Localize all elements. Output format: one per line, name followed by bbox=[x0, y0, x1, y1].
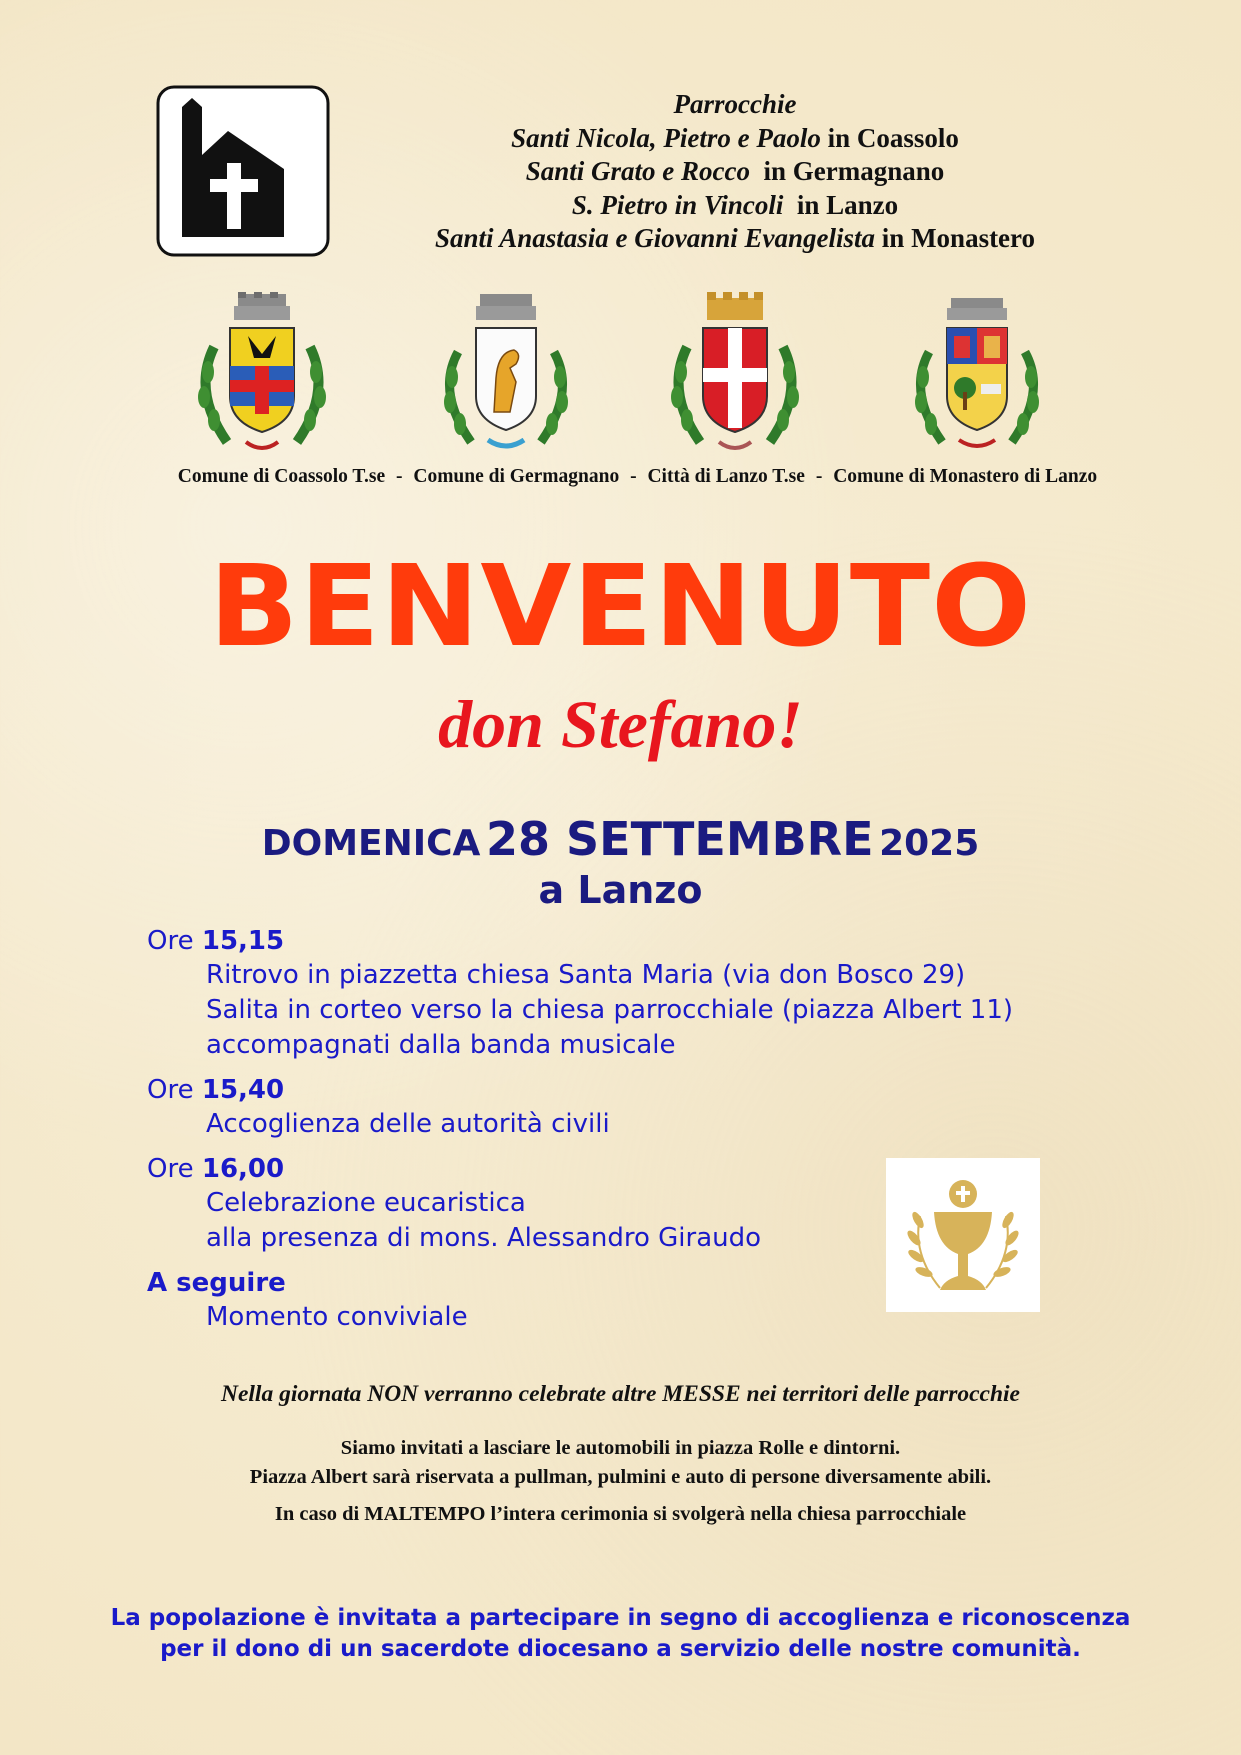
closing-invitation bbox=[0, 1603, 1241, 1665]
schedule-item bbox=[147, 1073, 1047, 1142]
welcome-title: BENVENUTO bbox=[208, 542, 1033, 672]
schedule-item bbox=[147, 924, 1047, 1063]
parish-germagnano: Santi Grato e Rocco in Germagnano bbox=[525, 156, 945, 186]
parishes-header bbox=[380, 88, 1090, 256]
parish-monastero: Santi Anastasia e Giovanni Evangelista in Monastero bbox=[434, 223, 1036, 253]
coat-of-arms-monastero-icon bbox=[907, 292, 1047, 460]
schedule-line: Momento conviviale bbox=[206, 1302, 468, 1332]
schedule-following-label: A seguire bbox=[147, 1268, 286, 1298]
municipality-separator: - bbox=[630, 466, 637, 487]
municipality-separator: - bbox=[395, 466, 403, 487]
municipality-monastero: Comune di Monastero di Lanzo bbox=[833, 466, 1098, 487]
schedule-time: Ore 15,15 bbox=[147, 926, 285, 956]
coat-of-arms-lanzo-icon bbox=[665, 292, 805, 460]
church-logo-icon bbox=[156, 85, 330, 257]
schedule-line: alla presenza di mons. Alessandro Giraudo bbox=[206, 1223, 762, 1253]
coat-of-arms-coassolo-icon bbox=[192, 292, 332, 460]
schedule-line: Ritrovo in piazzetta chiesa Santa Maria (via don Bosco 29) bbox=[206, 960, 966, 990]
schedule-time: Ore 15,40 bbox=[147, 1075, 285, 1105]
municipalities-line bbox=[60, 466, 1215, 488]
closing-line: La popolazione è invitata a partecipare in segno di accoglienza e riconoscenza bbox=[110, 1605, 1131, 1631]
parishes-title: Parrocchie bbox=[673, 89, 797, 119]
welcome-subtitle: don Stefano! bbox=[438, 686, 803, 762]
schedule-line: Accoglienza delle autorità civili bbox=[206, 1109, 610, 1139]
parish-coassolo: Santi Nicola, Pietro e Paolo in Coassolo bbox=[511, 122, 959, 153]
municipality-separator: - bbox=[815, 466, 823, 487]
event-place: a Lanzo bbox=[538, 868, 703, 912]
parish-lanzo: S. Pietro in Vincoli in Lanzo bbox=[571, 189, 899, 220]
weather-notice: In caso di MALTEMPO l’intera cerimonia si svolgerà nella chiesa parrocchiale bbox=[274, 1503, 967, 1525]
schedule-line: accompagnati dalla banda musicale bbox=[206, 1030, 676, 1060]
chalice-icon bbox=[886, 1158, 1040, 1312]
schedule-line: Celebrazione eucaristica bbox=[206, 1188, 526, 1218]
municipality-lanzo: Città di Lanzo T.se bbox=[647, 466, 805, 487]
municipality-germagnano: Comune di Germagnano bbox=[413, 466, 620, 487]
event-weekday: DOMENICA bbox=[261, 823, 481, 864]
parking-notice bbox=[0, 1434, 1241, 1492]
schedule-line: Salita in corteo verso la chiesa parrocchiale (piazza Albert 11) bbox=[206, 995, 1014, 1025]
event-date bbox=[0, 812, 1241, 866]
municipality-coassolo: Comune di Coassolo T.se bbox=[177, 466, 386, 487]
event-year: 2025 bbox=[879, 823, 980, 864]
event-day-month: 28 SETTEMBRE bbox=[486, 812, 874, 866]
coat-of-arms-germagnano-icon bbox=[436, 292, 576, 460]
parking-line: Piazza Albert sarà riservata a pullman, pulmini e auto di persone diversamente abili. bbox=[249, 1466, 992, 1488]
parking-line: Siamo invitati a lasciare le automobili in piazza Rolle e dintorni. bbox=[340, 1437, 901, 1459]
closing-line: per il dono di un sacerdote diocesano a servizio delle nostre comunità. bbox=[160, 1636, 1081, 1662]
schedule-time: Ore 16,00 bbox=[147, 1154, 285, 1184]
no-masses-notice: Nella giornata NON verranno celebrate altre MESSE nei territori delle parrocchie bbox=[221, 1381, 1020, 1407]
